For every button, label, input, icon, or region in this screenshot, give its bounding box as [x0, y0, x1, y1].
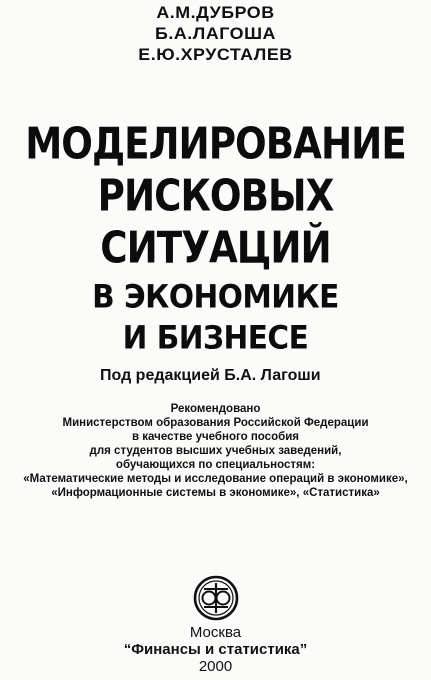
recommendation-line: Рекомендовано	[170, 403, 261, 415]
author-1: А.М.ДУБРОВ	[156, 3, 275, 22]
recommendation-line: Министерством образования Российской Федерации	[62, 417, 369, 429]
recommendation-line: «Математические методы и исследование операций в экономике»,	[23, 473, 408, 485]
recommendation-line: «Информационные системы в экономике», «Статистика»	[51, 487, 380, 499]
publisher-name: “Финансы и статистика”	[123, 641, 308, 658]
title-line-2: РИСКОВЫХ	[97, 170, 334, 221]
author-3: Е.Ю.ХРУСТАЛЕВ	[138, 45, 293, 64]
editor-credit: Под редакцией Б.А. Лагоши	[100, 367, 321, 384]
recommendation-block	[0, 402, 431, 500]
recommendation-line: обучающихся по специальностям:	[115, 459, 316, 471]
publication-year: 2000	[198, 658, 233, 675]
author-2: Б.А.ЛАГОША	[155, 24, 276, 43]
publisher-block	[0, 624, 431, 675]
title-line-1: МОДЕЛИРОВАНИЕ	[25, 118, 406, 169]
recommendation-line: для студентов высших учебных заведений,	[89, 445, 342, 457]
title-line-5: И БИЗНЕСЕ	[122, 319, 309, 357]
authors-block	[0, 2, 431, 65]
publisher-logo-icon	[192, 574, 240, 622]
title-line-4: В ЭКОНОМИКЕ	[92, 278, 339, 316]
recommendation-line: в качестве учебного пособия	[132, 431, 299, 443]
publisher-city: Москва	[189, 624, 242, 641]
title-line-3: СИТУАЦИЙ	[100, 222, 331, 273]
